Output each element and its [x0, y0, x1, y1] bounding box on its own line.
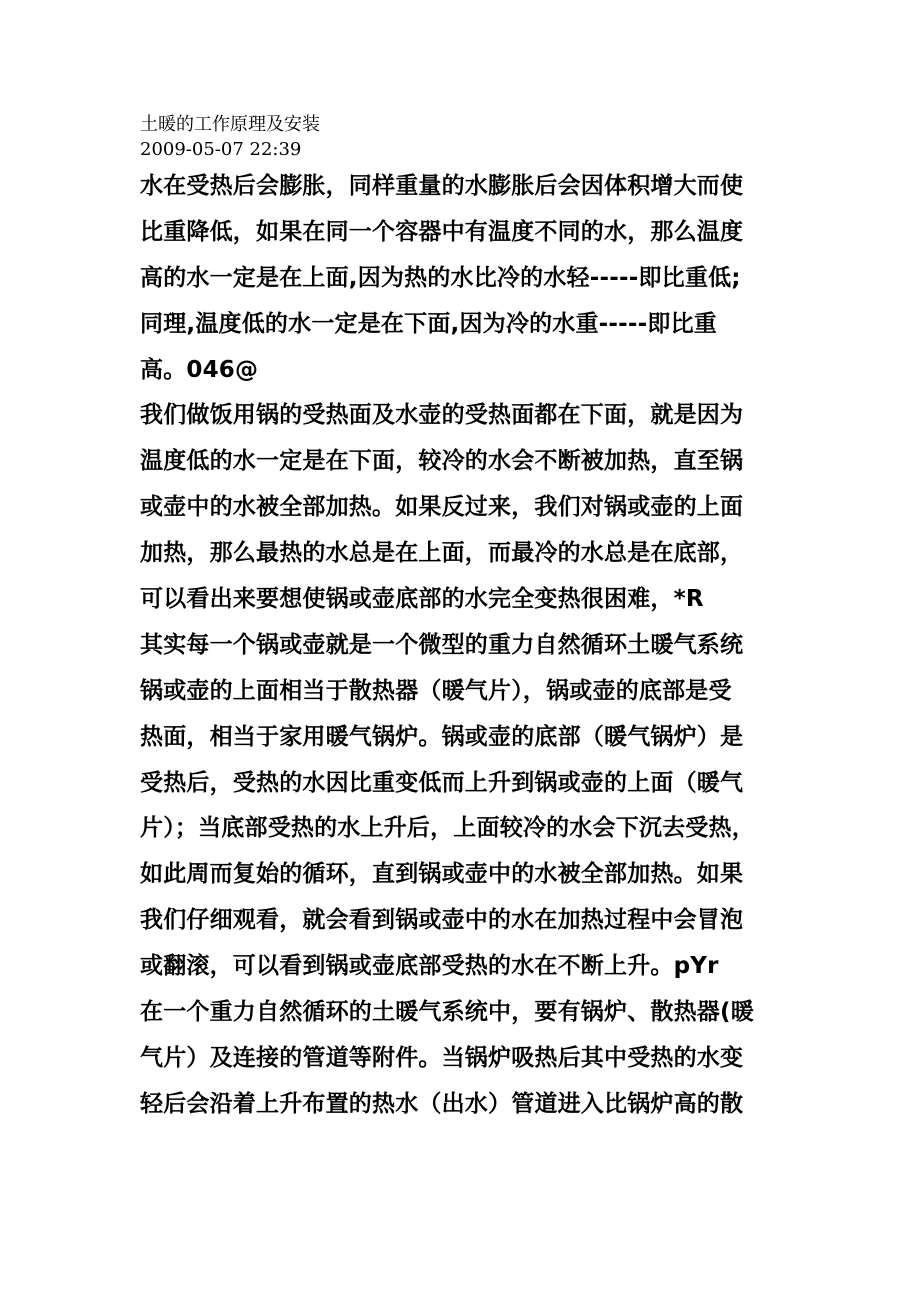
document-body: [140, 164, 800, 1128]
text-line: 受热后，受热的水因比重变低而上升到锅或壶的上面（暖气: [140, 769, 744, 796]
text-line: 高。046@: [140, 356, 259, 383]
text-line: 温度低的水一定是在下面，较冷的水会不断被加热，直至锅: [140, 448, 744, 475]
text-line: 高的水一定是在上面,因为热的水比冷的水轻-----即比重低;: [140, 264, 741, 291]
text-line: 我们做饭用锅的受热面及水壶的受热面都在下面，就是因为: [140, 402, 744, 429]
text-line: 或壶中的水被全部加热。如果反过来，我们对锅或壶的上面: [140, 494, 744, 521]
document-date: 2009-05-07 22:39: [140, 139, 302, 160]
document-title: 土暖的工作原理及安装: [140, 114, 320, 135]
text-line: 水在受热后会膨胀，同样重量的水膨胀后会因体积增大而使: [140, 173, 744, 199]
text-line: 在一个重力自然循环的土暖气系统中，要有锅炉、散热器(暖: [140, 999, 754, 1026]
text-line: 其实每一个锅或壶就是一个微型的重力自然循环土暖气系统: [140, 631, 744, 658]
text-line: 气片）及连接的管道等附件。当锅炉吸热后其中受热的水变: [140, 1044, 744, 1071]
text-line: 我们仔细观看，就会看到锅或壶中的水在加热过程中会冒泡: [140, 907, 744, 934]
text-line: 如此周而复始的循环，直到锅或壶中的水被全部加热。如果: [140, 861, 744, 888]
text-line: 锅或壶的上面相当于散热器（暖气片），锅或壶的底部是受: [140, 677, 732, 704]
document-header: [140, 112, 800, 162]
text-line: 加热，那么最热的水总是在上面，而最冷的水总是在底部，: [140, 540, 744, 567]
text-line: 比重降低，如果在同一个容器中有温度不同的水，那么温度: [140, 218, 744, 245]
text-line: 同理,温度低的水一定是在下面,因为冷的水重-----即比重: [140, 310, 718, 337]
text-line: 或翻滚，可以看到锅或壶底部受热的水在不断上升。pYr: [140, 953, 719, 980]
text-line: 轻后会沿着上升布置的热水（出水）管道进入比锅炉高的散: [140, 1090, 744, 1117]
text-line: 片）；当底部受热的水上升后，上面较冷的水会下沉去受热，: [140, 815, 755, 842]
text-line: 可以看出来要想使锅或壶底部的水完全变热很困难，*R: [140, 586, 704, 613]
text-line: 热面，相当于家用暖气锅炉。锅或壶的底部（暖气锅炉）是: [140, 723, 744, 750]
